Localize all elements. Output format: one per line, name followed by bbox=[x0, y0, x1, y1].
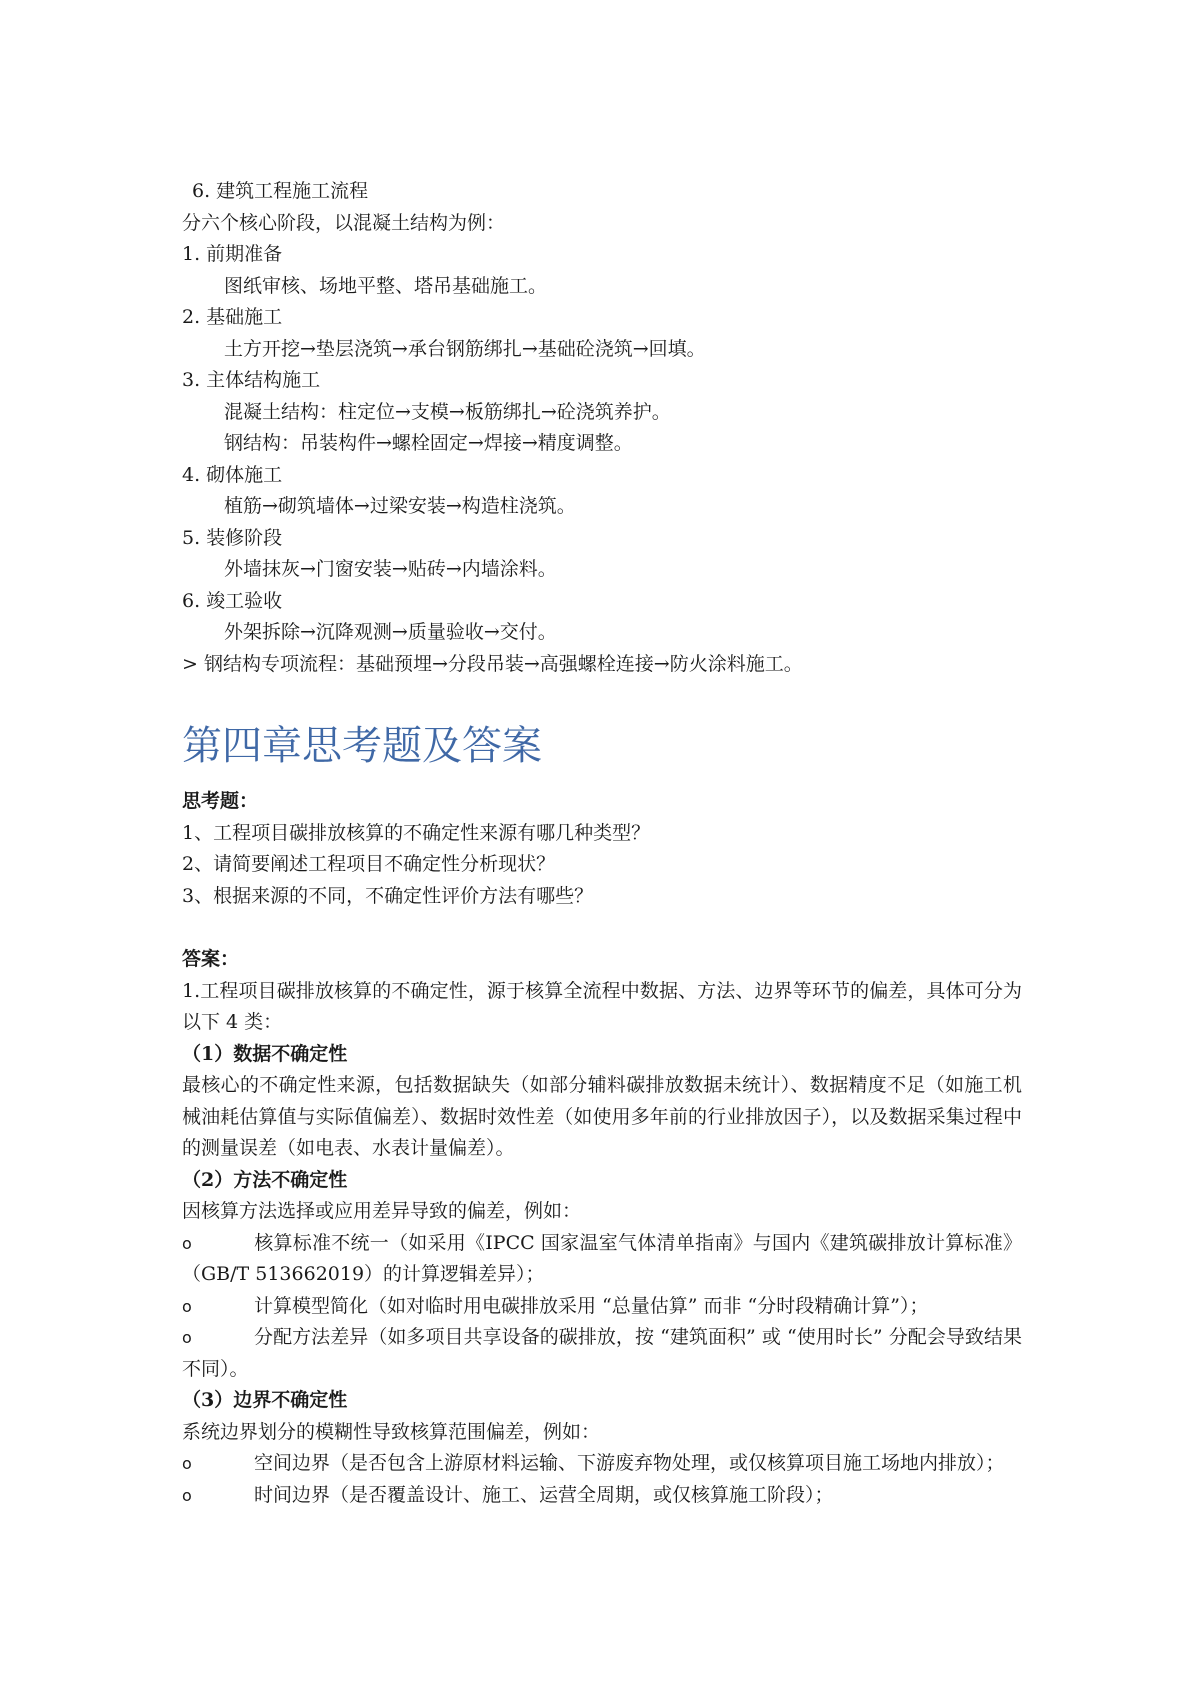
stage-detail: 外墙抹灰→门窗安装→贴砖→内墙涂料。 bbox=[224, 558, 557, 580]
answer-intro: 1.工程项目碳排放核算的不确定性，源于核算全流程中数据、方法、边界等环节的偏差，具体可分为以下 4 类： bbox=[182, 979, 1022, 1033]
chapter-title: 第四章思考题及答案 bbox=[182, 723, 542, 769]
bullet-circle-icon: o bbox=[182, 1233, 192, 1253]
bullet-item bbox=[182, 1228, 1022, 1291]
stage-heading: 5. 装修阶段 bbox=[182, 526, 283, 549]
stage-detail: 钢结构：吊装构件→螺栓固定→焊接→精度调整。 bbox=[224, 432, 633, 454]
bullet-circle-icon: o bbox=[182, 1485, 192, 1505]
section-title: 6. 建筑工程施工流程 bbox=[192, 180, 369, 202]
stage-detail: 植筋→砌筑墙体→过梁安装→构造柱浇筑。 bbox=[224, 495, 576, 517]
bullet-item bbox=[182, 1322, 1022, 1385]
subsection-title: （3）边界不确定性 bbox=[182, 1389, 348, 1411]
bullet-item bbox=[182, 1448, 1022, 1480]
section-intro: 分六个核心阶段，以混凝土结构为例： bbox=[182, 211, 506, 234]
bullet-circle-icon: o bbox=[182, 1454, 192, 1473]
bullet-text: 时间边界（是否覆盖设计、施工、运营全周期，或仅核算施工阶段）； bbox=[254, 1483, 834, 1506]
stage-heading: 2. 基础施工 bbox=[182, 306, 283, 328]
stage-detail: 外架拆除→沉降观测→质量验收→交付。 bbox=[224, 621, 557, 643]
stage-detail: 混凝土结构：柱定位→支模→板筋绑扎→砼浇筑养护。 bbox=[224, 400, 671, 423]
stage-heading: 1. 前期准备 bbox=[182, 243, 283, 265]
document-page bbox=[182, 176, 1022, 1511]
answers-label: 答案： bbox=[182, 948, 240, 970]
question-item: 2、请简要阐述工程项目不确定性分析现状？ bbox=[182, 853, 556, 875]
bullet-text: 空间边界（是否包含上游原材料运输、下游废弃物处理，或仅核算项目施工场地内排放）； bbox=[254, 1452, 1005, 1474]
stage-detail: 图纸审核、场地平整、塔吊基础施工。 bbox=[224, 274, 548, 297]
stage-detail: 土方开挖→垫层浇筑→承台钢筋绑扎→基础砼浇筑→回填。 bbox=[224, 337, 706, 360]
stage-heading: 3. 主体结构施工 bbox=[182, 369, 321, 391]
subsection-title: （1）数据不确定性 bbox=[182, 1042, 348, 1065]
subsection-title: （2）方法不确定性 bbox=[182, 1168, 348, 1191]
question-item: 3、根据来源的不同，不确定性评价方法有哪些？ bbox=[182, 884, 594, 907]
bullet-circle-icon: o bbox=[182, 1328, 192, 1347]
spacer bbox=[182, 912, 1022, 944]
subsection-intro: 因核算方法选择或应用差异导致的偏差，例如： bbox=[182, 1200, 582, 1222]
subsection-text: 最核心的不确定性来源，包括数据缺失（如部分辅料碳排放数据未统计）、数据精度不足（如施工机械油耗估算值与实际值偏差）、数据时效性差（如使用多年前的行业排放因子），以及数据采集过程中的测量误差（如电表、水表计量偏差）。 bbox=[182, 1074, 1022, 1159]
bullet-text: 核算标准不统一（如采用《IPCC 国家温室气体清单指南》与国内《建筑碳排放计算标准》（GB/T 513662019）的计算逻辑差异）； bbox=[182, 1231, 1022, 1285]
stage-heading: 6. 竣工验收 bbox=[182, 589, 283, 612]
steel-structure-note: > 钢结构专项流程：基础预埋→分段吊装→高强螺栓连接→防火涂料施工。 bbox=[182, 652, 803, 675]
subsection-intro: 系统边界划分的模糊性导致核算范围偏差，例如： bbox=[182, 1420, 601, 1443]
questions-label: 思考题： bbox=[182, 790, 259, 812]
stage-list bbox=[182, 239, 1022, 649]
bullet-circle-icon: o bbox=[182, 1296, 192, 1316]
bullet-text: 计算模型简化（如对临时用电碳排放采用 “总量估算” 而非 “分时段精确计算”）； bbox=[254, 1294, 929, 1317]
question-item: 1、工程项目碳排放核算的不确定性来源有哪几种类型？ bbox=[182, 821, 651, 844]
bullet-item bbox=[182, 1291, 1022, 1323]
bullet-text: 分配方法差异（如多项目共享设备的碳排放，按 “建筑面积” 或 “使用时长” 分配会导致结果不同）。 bbox=[182, 1326, 1022, 1380]
stage-heading: 4. 砌体施工 bbox=[182, 463, 283, 486]
bullet-item bbox=[182, 1480, 1022, 1512]
